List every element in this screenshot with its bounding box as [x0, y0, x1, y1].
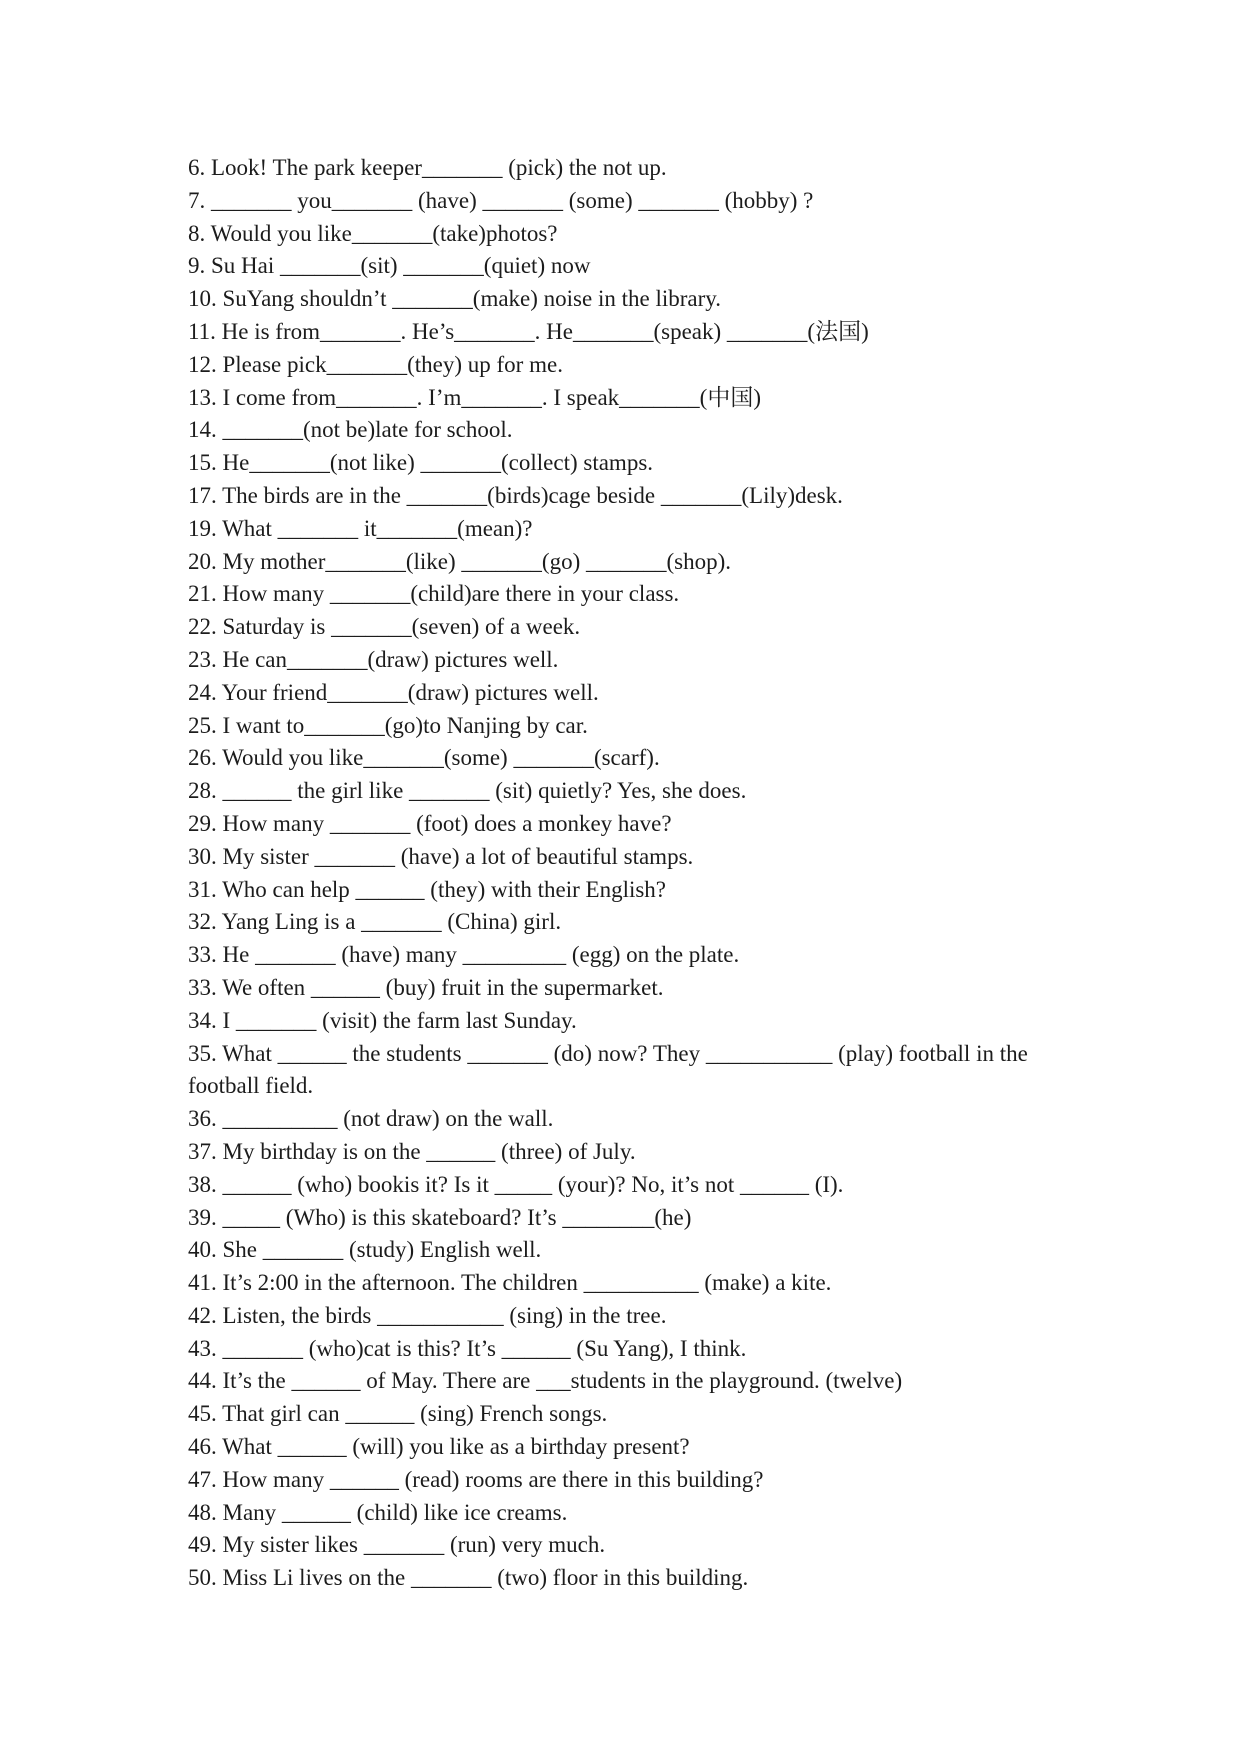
exercise-item: 14. _______(not be)late for school.: [188, 417, 513, 443]
exercise-item: 31. Who can help ______ (they) with their English?: [188, 876, 667, 902]
exercise-item: 22. Saturday is _______(seven) of a week.: [188, 614, 581, 640]
exercise-item: 25. I want to_______(go)to Nanjing by car.: [188, 712, 588, 738]
exercise-item: 28. ______ the girl like _______ (sit) quietly? Yes, she does.: [188, 778, 747, 804]
exercise-item: 39. _____ (Who) is this skateboard? It’s ________(he): [188, 1204, 692, 1230]
exercise-item: 9. Su Hai _______(sit) _______(quiet) now: [188, 253, 591, 279]
exercise-item: 37. My birthday is on the ______ (three) of July.: [188, 1138, 636, 1164]
exercise-item: 42. Listen, the birds ___________ (sing) in the tree.: [188, 1302, 667, 1328]
exercise-item: 11. He is from_______. He’s_______. He_______(speak) _______(法国): [188, 318, 869, 344]
exercise-item: 49. My sister likes _______ (run) very much.: [188, 1532, 606, 1558]
exercise-item: 33. We often ______ (buy) fruit in the supermarket.: [188, 974, 664, 1000]
exercise-item: 50. Miss Li lives on the _______ (two) floor in this building.: [188, 1565, 749, 1591]
exercise-item: 32. Yang Ling is a _______ (China) girl.: [188, 909, 562, 935]
exercise-item: 8. Would you like_______(take)photos?: [188, 220, 558, 246]
exercise-item: 7. _______ you_______ (have) _______ (some) _______ (hobby) ?: [188, 187, 814, 213]
exercise-item: 23. He can_______(draw) pictures well.: [188, 646, 559, 672]
exercise-item: 20. My mother_______(like) _______(go) _______(shop).: [188, 548, 731, 574]
exercise-item: 15. He_______(not like) _______(collect) stamps.: [188, 450, 654, 476]
exercise-item: 43. _______ (who)cat is this? It’s ______ (Su Yang), I think.: [188, 1335, 747, 1361]
exercise-item: 33. He _______ (have) many _________ (egg) on the plate.: [188, 942, 740, 968]
exercise-item: 45. That girl can ______ (sing) French songs.: [188, 1401, 608, 1427]
exercise-item: 35. What ______ the students _______ (do) now? They ___________ (play) football in the football field.: [188, 1040, 1034, 1099]
exercise-item: 10. SuYang shouldn’t _______(make) noise in the library.: [188, 286, 722, 312]
exercise-item: 12. Please pick_______(they) up for me.: [188, 351, 563, 377]
exercise-list: [188, 152, 1058, 1595]
exercise-item: 36. __________ (not draw) on the wall.: [188, 1106, 554, 1132]
exercise-item: 44. It’s the ______ of May. There are ___students in the playground. (twelve): [188, 1368, 903, 1394]
exercise-item: 34. I _______ (visit) the farm last Sunday.: [188, 1007, 577, 1033]
exercise-item: 26. Would you like_______(some) _______(scarf).: [188, 745, 660, 771]
exercise-item: 46. What ______ (will) you like as a birthday present?: [188, 1434, 690, 1460]
exercise-item: 17. The birds are in the _______(birds)cage beside _______(Lily)desk.: [188, 482, 843, 508]
exercise-item: 19. What _______ it_______(mean)?: [188, 515, 533, 541]
exercise-item: 13. I come from_______. I’m_______. I speak_______(中国): [188, 384, 761, 410]
exercise-item: 21. How many _______(child)are there in your class.: [188, 581, 680, 607]
exercise-item: 38. ______ (who) bookis it? Is it _____ (your)? No, it’s not ______ (I).: [188, 1171, 844, 1197]
exercise-item: 30. My sister _______ (have) a lot of beautiful stamps.: [188, 843, 694, 869]
exercise-item: 48. Many ______ (child) like ice creams.: [188, 1499, 568, 1525]
exercise-item: 29. How many _______ (foot) does a monkey have?: [188, 810, 672, 836]
exercise-item: 6. Look! The park keeper_______ (pick) the not up.: [188, 155, 667, 180]
exercise-item: 40. She _______ (study) English well.: [188, 1237, 542, 1263]
exercise-item: 24. Your friend_______(draw) pictures well.: [188, 679, 599, 705]
exercise-item: 47. How many ______ (read) rooms are there in this building?: [188, 1466, 764, 1492]
exercise-item: 41. It’s 2:00 in the afternoon. The children __________ (make) a kite.: [188, 1270, 832, 1296]
